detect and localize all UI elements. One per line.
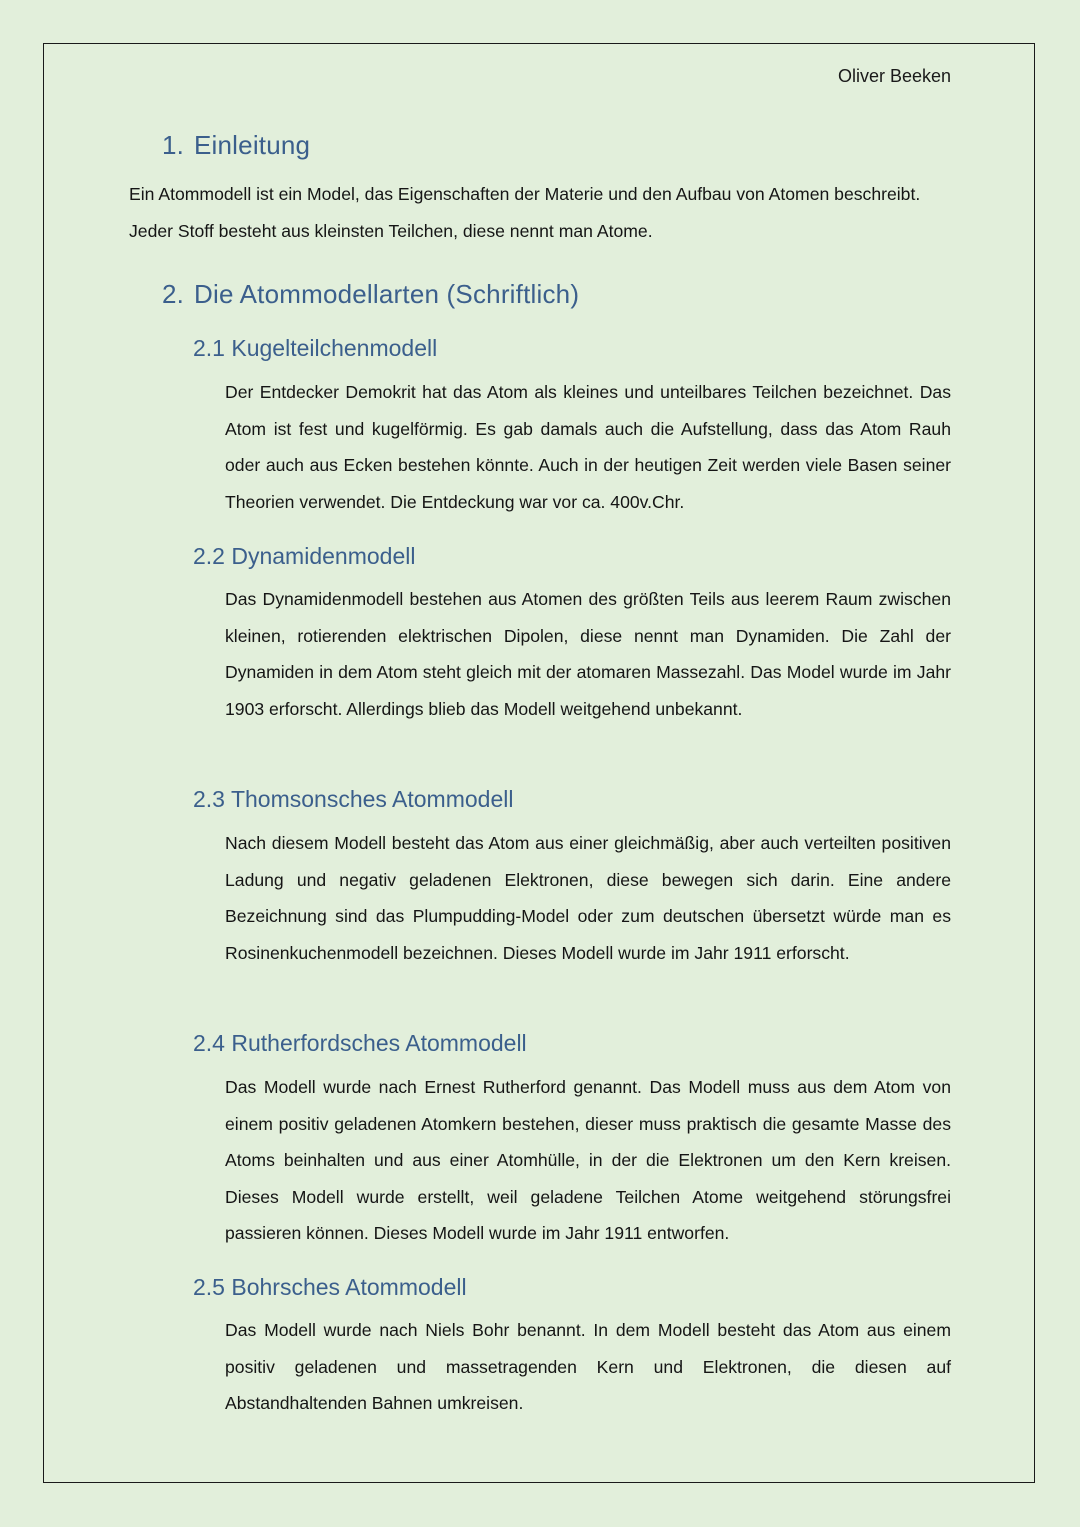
- subheading-bohrsches-atommodell: 2.5 Bohrsches Atommodell: [193, 1274, 467, 1300]
- paragraph-thomsonsches-atommodell: Nach diesem Modell besteht das Atom aus einer gleichmäßig, aber auch verteilten positiven Ladung und negativ geladenen Elektronen, diese bewegen sich darin. Eine andere Bezeichnung sind das Plumpudding-Model oder zum deutschen übersetzt würde man es Rosinenkuchenmodell bezeichnen. Dieses Modell wurde im Jahr 1911 erforscht.: [225, 833, 951, 963]
- page-border: [43, 43, 1035, 1483]
- paragraph-kugelteilchenmodell: Der Entdecker Demokrit hat das Atom als kleines und unteilbares Teilchen bezeichnet. Das Atom ist fest und kugelförmig. Es gab damals auch die Aufstellung, dass das Atom Rauh oder auch aus Ecken bestehen könnte. Auch in der heutigen Zeit werden viele Basen seiner Theorien verwendet. Die Entdeckung war vor ca. 400v.Chr.: [225, 382, 951, 512]
- heading-title: Die Atommodellarten (Schriftlich): [194, 279, 580, 309]
- heading-einleitung: [162, 130, 310, 161]
- author-name: Oliver Beeken: [838, 66, 952, 86]
- heading-atommodellarten: [162, 279, 579, 310]
- subheading-kugelteilchenmodell: 2.1 Kugelteilchenmodell: [193, 335, 438, 361]
- heading-number: 1.: [162, 130, 185, 160]
- paragraph-rutherfordsches-atommodell: Das Modell wurde nach Ernest Rutherford genannt. Das Modell muss aus dem Atom von einem positiv geladenen Atomkern bestehen, dieser muss praktisch die gesamte Masse des Atoms beinhalten und aus einer Atomhülle, in der die Elektronen um den Kern kreisen. Dieses Modell wurde erstellt, weil geladene Teilchen Atome weitgehend störungsfrei passieren können. Dieses Modell wurde im Jahr 1911 entworfen.: [225, 1077, 951, 1244]
- heading-title: Einleitung: [194, 130, 311, 160]
- subheading-dynamidenmodell: 2.2 Dynamidenmodell: [193, 543, 416, 569]
- paragraph-dynamidenmodell: Das Dynamidenmodell bestehen aus Atomen des größten Teils aus leerem Raum zwischen kleinen, rotierenden elektrischen Dipolen, diese nennt man Dynamiden. Die Zahl der Dynamiden in dem Atom steht gleich mit der atomaren Massezahl. Das Model wurde im Jahr 1903 erforscht. Allerdings blieb das Modell weitgehend unbekannt.: [225, 589, 951, 719]
- intro-paragraph: Ein Atommodell ist ein Model, das Eigenschaften der Materie und den Aufbau von Atomen beschreibt. Jeder Stoff besteht aus kleinsten Teilchen, diese nennt man Atome.: [129, 184, 921, 241]
- paragraph-bohrsches-atommodell: Das Modell wurde nach Niels Bohr benannt. In dem Modell besteht das Atom aus einem positiv geladenen und massetragenden Kern und Elektronen, die diesen auf Abstandhaltenden Bahnen umkreisen.: [225, 1320, 951, 1414]
- heading-number: 2.: [162, 279, 185, 309]
- subheading-rutherfordsches-atommodell: 2.4 Rutherfordsches Atommodell: [193, 1030, 527, 1056]
- subheading-thomsonsches-atommodell: 2.3 Thomsonsches Atommodell: [193, 786, 514, 812]
